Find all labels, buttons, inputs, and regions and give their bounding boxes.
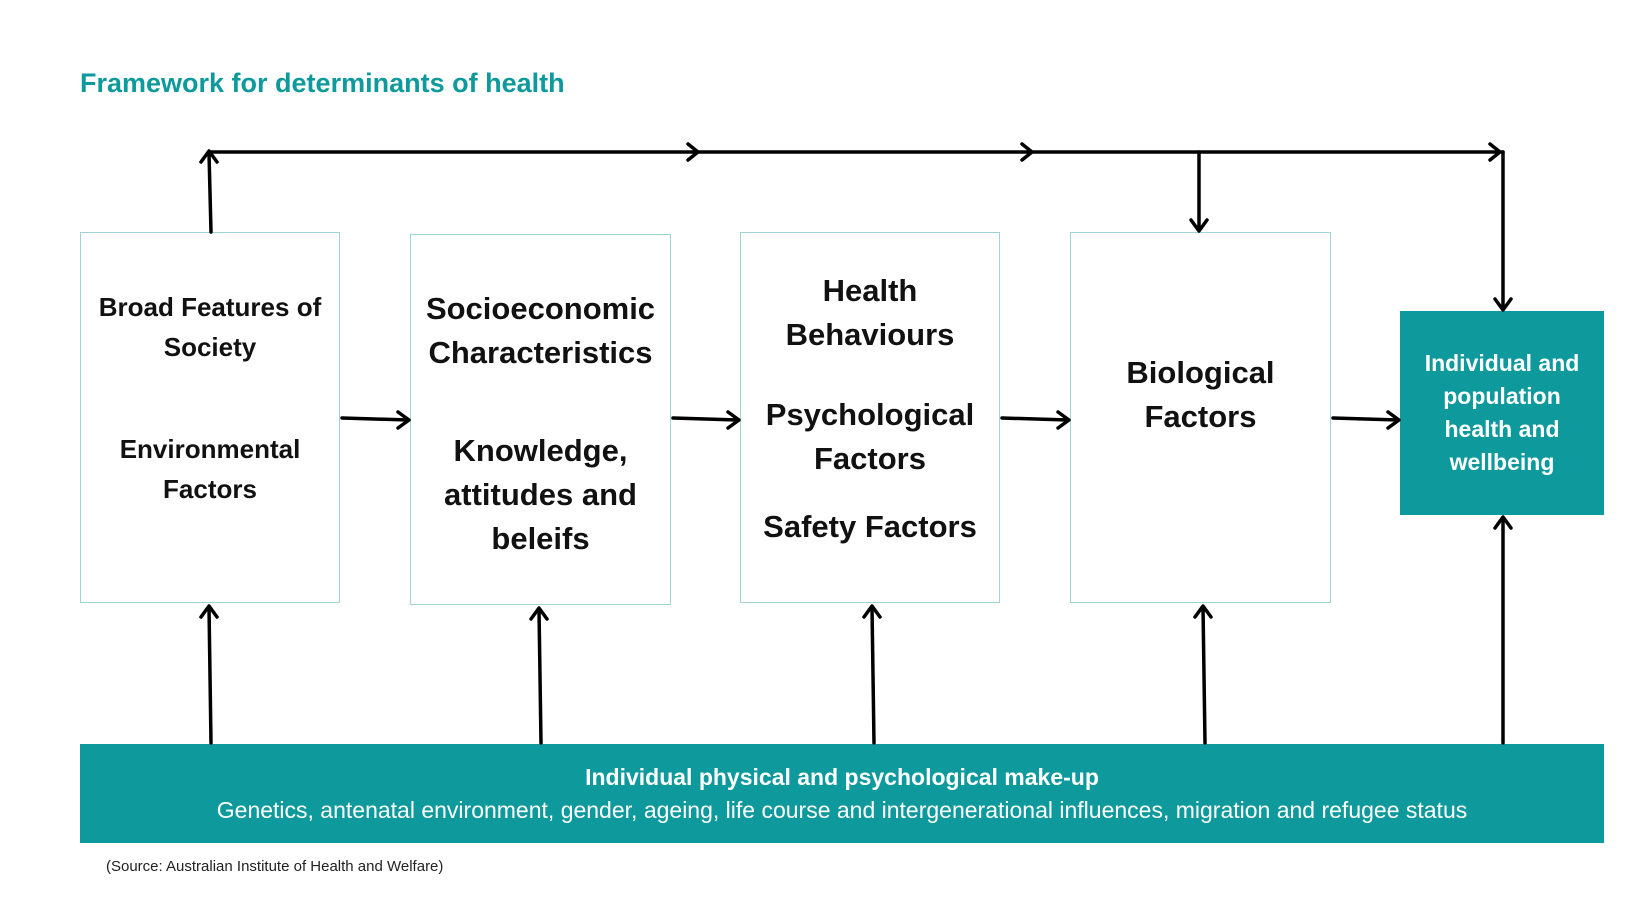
- health-line-4: Factors: [814, 441, 926, 476]
- individual-makeup-bar: [80, 744, 1604, 843]
- makeup-subtext: Genetics, antenatal environment, gender, ageing, life course and intergenerational influences, migration and refugee status: [216, 796, 1468, 823]
- box-socioeconomic-characteristics: [410, 234, 671, 605]
- health-line-1: Health: [822, 273, 918, 308]
- socio-line-4: attitudes and: [444, 477, 637, 512]
- source-citation: (Source: Australian Institute of Health and Welfare): [106, 858, 444, 875]
- outcome-line-2: population: [1443, 383, 1561, 409]
- arrow-socio-to-health: [673, 418, 738, 420]
- health-line-5: Safety Factors: [763, 509, 977, 544]
- socio-line-5: beleifs: [491, 521, 590, 556]
- arrow-head-top-right-3: [1490, 144, 1500, 160]
- box-health-behaviours: [740, 232, 1000, 603]
- arrow-head-top-left-up: [201, 151, 217, 162]
- broad-line-3: Environmental: [119, 434, 301, 464]
- socio-line-1: Socioeconomic: [425, 291, 656, 326]
- arrow-head-down-bio: [1191, 220, 1207, 231]
- socioeconomic-group: [426, 287, 655, 375]
- arrow-head-bar-to-bio: [1195, 606, 1211, 617]
- socio-line-3: Knowledge,: [453, 433, 628, 468]
- arrow-head-bio-to-outcome: [1388, 412, 1399, 428]
- health-line-3: Psychological: [765, 397, 975, 432]
- outcome-line-3: health and: [1444, 416, 1560, 442]
- arrow-head-bar-to-socio: [531, 608, 547, 619]
- broad-features-group: [99, 287, 322, 367]
- broad-line-1: Broad Features of: [98, 292, 322, 322]
- box-broad-features-of-society: [80, 232, 340, 603]
- box-biological-factors: [1070, 232, 1331, 603]
- arrow-head-bar-to-broad: [201, 606, 217, 617]
- outcome-line-1: Individual and: [1424, 350, 1580, 376]
- diagram-title: Framework for determinants of health: [80, 68, 565, 98]
- socio-line-2: Characteristics: [428, 335, 653, 370]
- arrow-bar-to-broad: [209, 607, 211, 743]
- arrow-bar-to-socio: [539, 609, 541, 743]
- arrow-health-to-bio: [1002, 418, 1068, 420]
- psychological-factors-group: [766, 393, 974, 481]
- bio-line-2: Factors: [1144, 399, 1257, 434]
- broad-line-4: Factors: [163, 474, 257, 504]
- arrow-head-top-right-1: [688, 144, 698, 160]
- arrow-head-bar-to-health: [864, 606, 880, 617]
- knowledge-group: [444, 429, 637, 561]
- makeup-heading: Individual physical and psychological make-up: [585, 763, 1099, 790]
- arrow-broad-up-to-top-line: [209, 153, 211, 232]
- arrow-broad-to-socio: [342, 418, 408, 420]
- arrow-bio-to-outcome: [1333, 418, 1398, 420]
- arrow-bar-to-health: [872, 607, 874, 743]
- health-line-2: Behaviours: [785, 317, 955, 352]
- outcome-line-4: wellbeing: [1449, 449, 1555, 475]
- health-behaviours-group: [786, 269, 955, 357]
- arrow-head-bar-to-outcome: [1495, 517, 1511, 528]
- safety-factors-group: [763, 505, 977, 549]
- environmental-factors-group: [120, 429, 301, 509]
- arrow-head-socio-to-health: [728, 412, 739, 428]
- arrow-head-down-outcome: [1495, 299, 1511, 310]
- arrow-head-broad-to-socio: [398, 412, 409, 428]
- arrow-head-top-right-2: [1022, 144, 1032, 160]
- bio-line-1: Biological: [1126, 355, 1275, 390]
- arrow-head-health-to-bio: [1058, 412, 1069, 428]
- broad-line-2: Society: [163, 332, 257, 362]
- arrow-bar-to-bio: [1203, 607, 1205, 743]
- box-individual-population-health: [1400, 311, 1604, 515]
